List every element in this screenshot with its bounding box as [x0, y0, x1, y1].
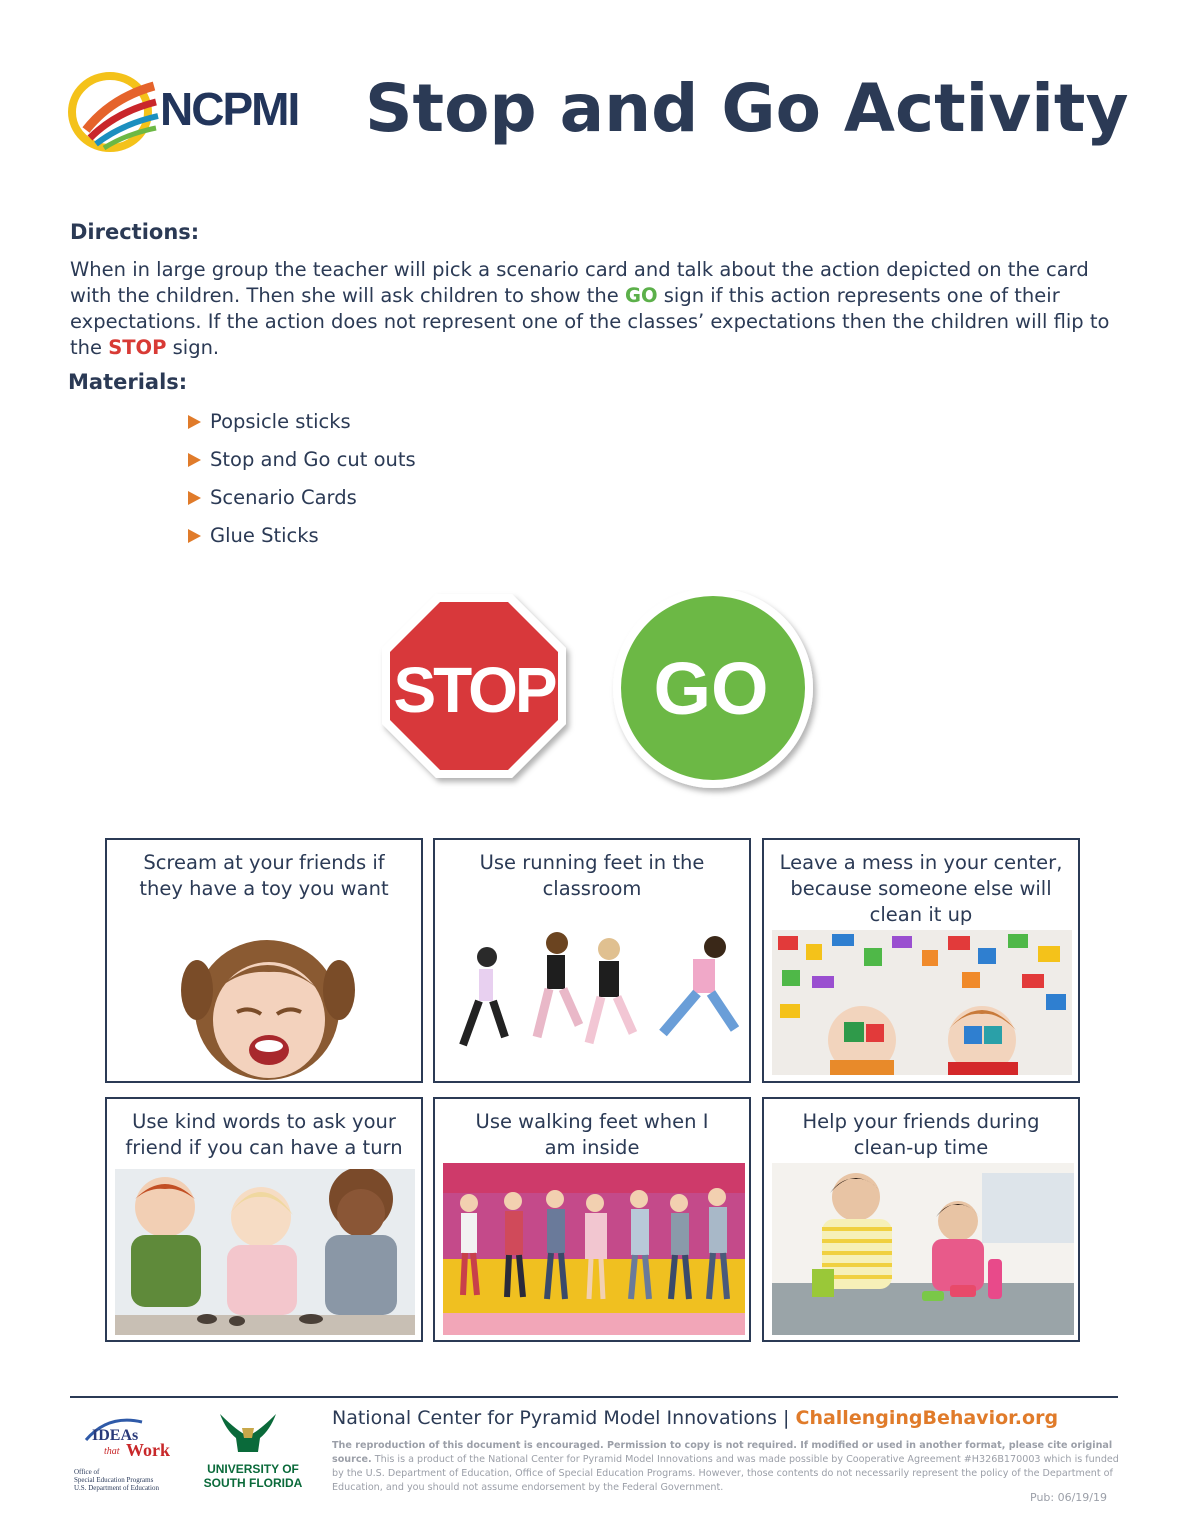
usf-logo [198, 1408, 308, 1498]
org-separator: | [783, 1407, 790, 1429]
children-sharing-photo [115, 1169, 415, 1335]
website-link[interactable]: ChallengingBehavior.org [795, 1407, 1059, 1429]
children-line-photo [443, 1163, 745, 1335]
card-caption: Use kind words to ask your friend if you can have a turn [125, 1110, 403, 1159]
list-item [186, 410, 416, 448]
svg-text:Office of: Office of [74, 1468, 100, 1476]
publication-date: Pub: 06/19/19 [1030, 1491, 1107, 1504]
footer-disclaimer [332, 1439, 1122, 1495]
svg-text:IDEAs: IDEAs [92, 1427, 139, 1444]
list-item [186, 448, 416, 486]
directions-text-1: When in large group the teacher will pick a scenario card and talk about the action depicted on the card with the children. Then she will ask children to show the [70, 258, 1089, 307]
scenario-card-walking [433, 1097, 751, 1342]
directions-text-3: sign. [166, 336, 220, 359]
stop-sign-label: STOP [393, 654, 555, 726]
materials-list [186, 410, 416, 562]
crying-girl-photo [177, 920, 357, 1080]
bullet-triangle-icon [188, 453, 201, 467]
running-children-photo [449, 925, 739, 1075]
scenario-card-scream [105, 838, 423, 1083]
stop-go-signs [370, 590, 830, 805]
svg-text:that: that [104, 1446, 120, 1457]
disclaimer-bold: The reproduction of this document is encouraged. Permission to copy is not required. If modified or used in another format, please cite original source. [332, 1440, 1113, 1465]
org-name: National Center for Pyramid Model Innovations [332, 1407, 777, 1429]
card-caption: Use walking feet when I am inside [475, 1110, 709, 1159]
page-title: Stop and Go Activity [365, 70, 1129, 147]
stop-word: STOP [108, 336, 167, 359]
usf-line-1: UNIVERSITY OF [207, 1462, 299, 1476]
usf-bull-icon [198, 1408, 308, 1456]
svg-text:Work: Work [126, 1440, 171, 1460]
material-label: Glue Sticks [210, 524, 319, 547]
card-caption: Leave a mess in your center, because someone else will clean it up [779, 851, 1063, 926]
directions-heading: Directions: [70, 220, 200, 244]
svg-text:U.S. Department of Education: U.S. Department of Education [74, 1484, 159, 1492]
materials-heading: Materials: [68, 370, 188, 394]
svg-text:Special Education Programs: Special Education Programs [74, 1476, 154, 1484]
scenario-card-mess [762, 838, 1080, 1083]
footer-divider [70, 1396, 1118, 1398]
list-item [186, 524, 416, 562]
disclaimer-text: This is a product of the National Center for Pyramid Model Innovations and was made possible by Cooperative Agreement #H326B170003 which is funded by the U.S. Department of Education, Office of Special Education Programs. However, those contents do not necessarily represent the policy of the Department of Education, and you should not assume endorsement by the Federal Government. [332, 1454, 1119, 1493]
bullet-triangle-icon [188, 415, 201, 429]
scenario-card-kind-words [105, 1097, 423, 1342]
scenario-card-running [433, 838, 751, 1083]
card-caption: Use running feet in the classroom [479, 851, 705, 900]
directions-text-2: sign if this action represents one of their expectations. If the action does not represent one of the classes’ expectations then the children will flip to the [70, 284, 1110, 359]
ideas-that-work-logo [68, 1410, 198, 1495]
scenario-card-clean-up [762, 1097, 1080, 1342]
children-blocks-photo [772, 930, 1072, 1075]
go-word: GO [624, 284, 658, 307]
material-label: Stop and Go cut outs [210, 448, 416, 471]
material-label: Popsicle sticks [210, 410, 351, 433]
bullet-triangle-icon [188, 529, 201, 543]
children-cleaning-photo [772, 1163, 1074, 1335]
bullet-triangle-icon [188, 491, 201, 505]
ncpmi-logo-text: NCPMI [160, 83, 299, 135]
material-label: Scenario Cards [210, 486, 357, 509]
usf-line-2: SOUTH FLORIDA [203, 1476, 303, 1490]
list-item [186, 486, 416, 524]
directions-paragraph [70, 257, 1130, 361]
card-caption: Scream at your friends if they have a toy you want [139, 851, 389, 900]
footer-org-line [332, 1407, 1058, 1429]
card-caption: Help your friends during clean-up time [802, 1110, 1040, 1159]
go-sign-label: GO [653, 647, 769, 730]
